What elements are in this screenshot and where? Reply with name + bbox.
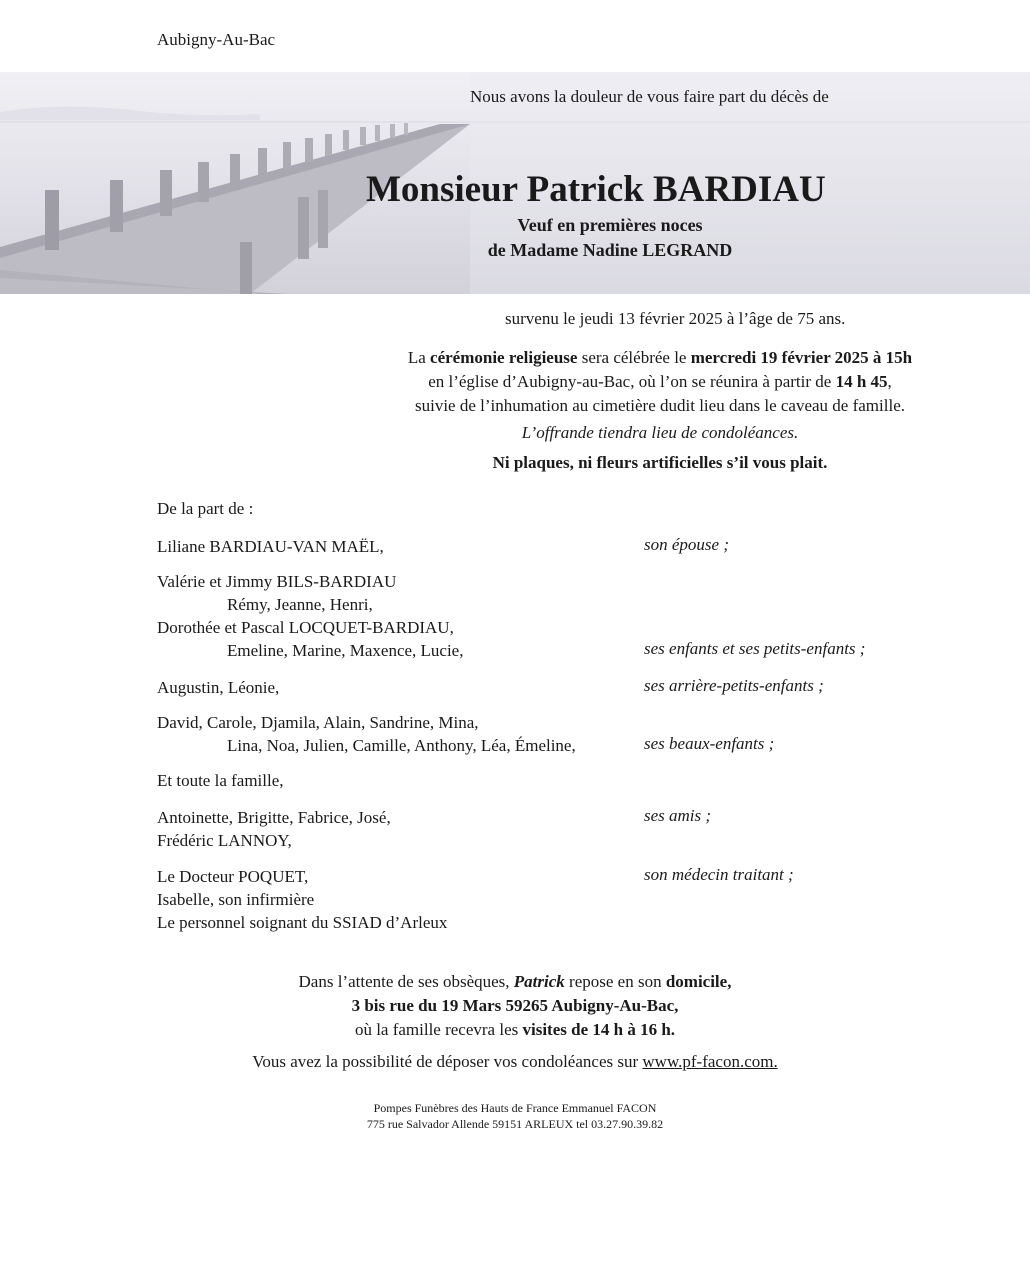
visiting-hours: visites de 14 h à 16 h. [522,1020,676,1039]
ceremony-line-1 [300,346,1020,370]
no-flowers-note: Ni plaques, ni fleurs artificielles s’il vous plait. [492,453,828,472]
family-line: Et toute la famille, [157,771,284,790]
visitation-text: repose en son [564,972,666,991]
family-line: Antoinette, Brigitte, Fabrice, José, [157,808,391,827]
first-name: Patrick [513,972,565,991]
family-line: Lina, Noa, Julien, Camille, Anthony, Léa, Émeline, [227,736,576,755]
family-line: Augustin, Léonie, [157,678,280,697]
family-role: ses enfants et ses petits-enfants ; [644,639,866,658]
visitation-text: Dans l’attente de ses obsèques, [298,972,514,991]
widower-line-2: de Madame Nadine LEGRAND [487,240,733,260]
family-group [157,676,279,699]
condolences-link[interactable]: www.pf-facon.com. [642,1052,778,1071]
death-date: survenu le jeudi 13 février 2025 à l’âge de 75 ans. [505,309,846,328]
visitation-text: où la famille recevra les [354,1020,523,1039]
widower-note [400,213,820,263]
visitation-details [0,970,1030,1042]
meeting-time: 14 h 45 [835,372,888,391]
family-role: ses beaux-enfants ; [644,734,775,753]
family-role: son médecin traitant ; [644,865,794,884]
family-group [157,570,463,662]
condolences-text: Vous avez la possibilité de déposer vos condoléances sur [252,1052,643,1071]
family-line: Frédéric LANNOY, [157,831,292,850]
funeral-home-address: 775 rue Salvador Allende 59151 ARLEUX tel 03.27.90.39.82 [366,1117,664,1131]
family-role: son épouse ; [644,535,729,554]
family-group [157,865,447,934]
condolences-line [0,1052,1030,1072]
ceremony-text: en l’église d’Aubigny-au-Bac, où l’on se réunira à partir de [428,372,836,391]
funeral-home-info [0,1100,1030,1132]
town-header: Aubigny-Au-Bac [157,30,276,49]
ceremony-text: La [407,348,431,367]
family-line: Liliane BARDIAU-VAN MAËL, [157,537,384,556]
ceremony-details [300,346,1020,418]
family-line: Le personnel soignant du SSIAD d’Arleux [157,913,448,932]
family-line: Rémy, Jeanne, Henri, [227,595,373,614]
family-line: Valérie et Jimmy BILS-BARDIAU [157,572,397,591]
family-line: Isabelle, son infirmière [157,890,315,909]
family-group [157,769,284,792]
offering-note: L’offrande tiendra lieu de condoléances. [521,423,799,442]
family-group [157,711,576,757]
ceremony-text: sera célébrée le [577,348,691,367]
ceremony-line-2 [300,370,1020,394]
family-intro: De la part de : [157,499,254,518]
deceased-name: Monsieur Patrick BARDIAU [366,169,826,210]
family-group [157,535,384,558]
visitation-line-3 [0,1018,1030,1042]
visitation-line-1 [0,970,1030,994]
family-role: ses arrière-petits-enfants ; [644,676,824,695]
ceremony-line-3: suivie de l’inhumation au cimetière dudit lieu dans le caveau de famille. [415,396,905,415]
intro-text: Nous avons la douleur de vous faire part du décès de [470,87,829,106]
ceremony-type: cérémonie religieuse [430,348,578,367]
widower-line-1: Veuf en premières noces [517,215,703,235]
domicile-label: domicile, [665,972,732,991]
family-line: Dorothée et Pascal LOCQUET-BARDIAU, [157,618,454,637]
funeral-home-name: Pompes Funèbres des Hauts de France Emmanuel FACON [373,1101,657,1115]
family-line: David, Carole, Djamila, Alain, Sandrine, Mina, [157,713,479,732]
home-address: 3 bis rue du 19 Mars 59265 Aubigny-Au-Bac, [351,996,679,1015]
ceremony-text: , [887,372,892,391]
family-line: Emeline, Marine, Maxence, Lucie, [227,641,464,660]
family-line: Le Docteur POQUET, [157,867,309,886]
ceremony-datetime: mercredi 19 février 2025 à 15h [690,348,913,367]
family-group [157,806,391,852]
family-role: ses amis ; [644,806,712,825]
